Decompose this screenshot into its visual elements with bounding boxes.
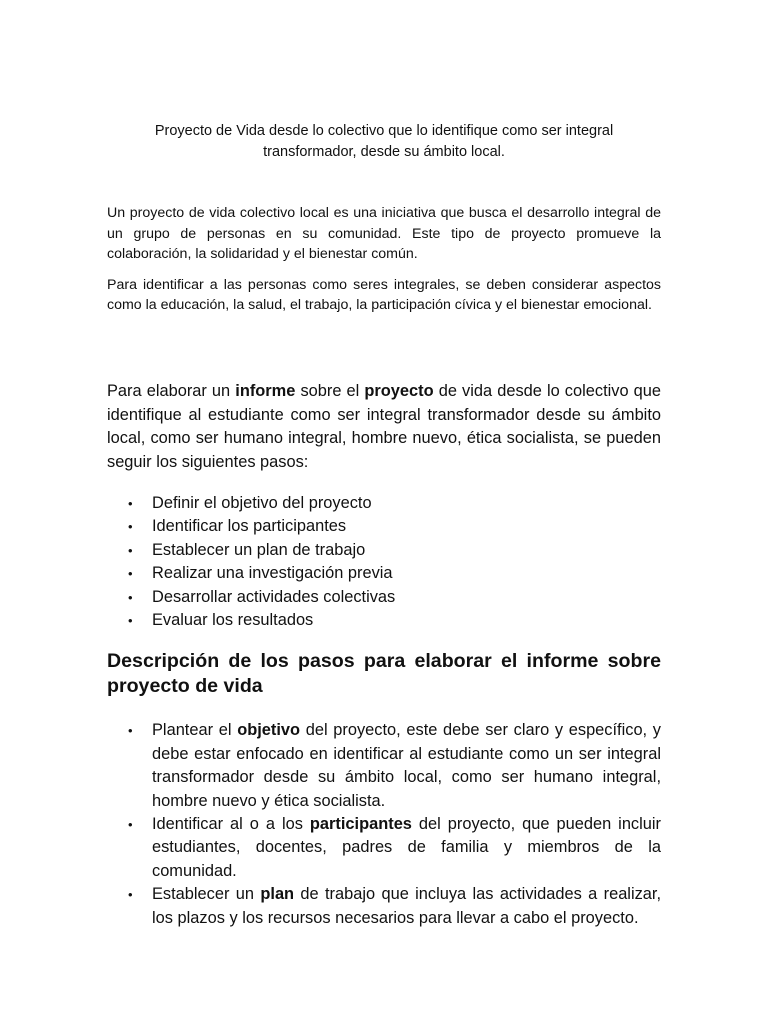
detail-list-item xyxy=(152,719,661,813)
steps-list-item: • Identificar los participantes xyxy=(152,515,661,538)
main-section xyxy=(107,380,661,930)
steps-list-item: • Desarrollar actividades colectivas xyxy=(152,586,661,609)
detail-text-pre: Identificar al o a los xyxy=(152,815,310,834)
detail-keyword: participantes xyxy=(309,815,412,834)
steps-intro-paragraph xyxy=(107,380,661,474)
intro-paragraph-1: Un proyecto de vida colectivo local es una iniciativa que busca el desarrollo integral de un grupo de personas en su comunidad. Este tipo de proyecto promueve la colaboración, la solidaridad y el bienestar común. xyxy=(107,205,661,262)
steps-intro-text-3: de vida desde lo colectivo que identifique al estudiante como ser integral transformador desde su ámbito local, como ser humano integral, hombre nuevo, ética socialista, se pueden seguir los siguientes pasos: xyxy=(107,382,662,471)
steps-list-item: • Establecer un plan de trabajo xyxy=(152,539,661,562)
steps-intro-text-2: sobre el xyxy=(295,382,365,400)
detail-list xyxy=(107,719,661,930)
detail-keyword: plan xyxy=(260,885,295,904)
steps-list-item: • Definir el objetivo del proyecto xyxy=(152,492,661,515)
steps-intro-text-1: Para elaborar un xyxy=(107,382,236,400)
steps-list-item: • Evaluar los resultados xyxy=(152,609,661,632)
keyword-proyecto: proyecto xyxy=(364,382,434,400)
document-title: Proyecto de Vida desde lo colectivo que lo identifique como ser integral transformador, desde su ámbito local. xyxy=(154,123,614,160)
detail-text-post: de trabajo que incluya las actividades a realizar, los plazos y los recursos necesarios para llevar a cabo el proyecto. xyxy=(152,885,662,927)
intro-block xyxy=(107,203,661,326)
steps-list-item: • Realizar una investigación previa xyxy=(152,562,661,585)
intro-paragraph-2: Para identificar a las personas como seres integrales, se deben considerar aspectos como la educación, la salud, el trabajo, la participación cívica y el bienestar emocional. xyxy=(107,276,661,313)
detail-text-pre: Plantear el xyxy=(152,721,238,740)
detail-keyword: objetivo xyxy=(237,721,301,740)
detail-text-post: del proyecto, este debe ser claro y específico, y debe estar enfocado en identificar al estudiante como un ser integral transformador desde su ámbito local, como ser humano integral, hombre nuevo y ética socialista. xyxy=(152,721,661,810)
detail-list-item xyxy=(152,883,661,930)
keyword-informe: informe xyxy=(235,382,296,400)
steps-list xyxy=(107,492,661,632)
detail-text-pre: Establecer un xyxy=(152,885,261,904)
section-heading: Descripción de los pasos para elaborar el informe sobre proyecto de vida xyxy=(107,650,661,697)
detail-list-item xyxy=(152,813,661,883)
detail-text-post: del proyecto, que pueden incluir estudiantes, docentes, padres de familia y miembros de la comunidad. xyxy=(152,815,661,880)
